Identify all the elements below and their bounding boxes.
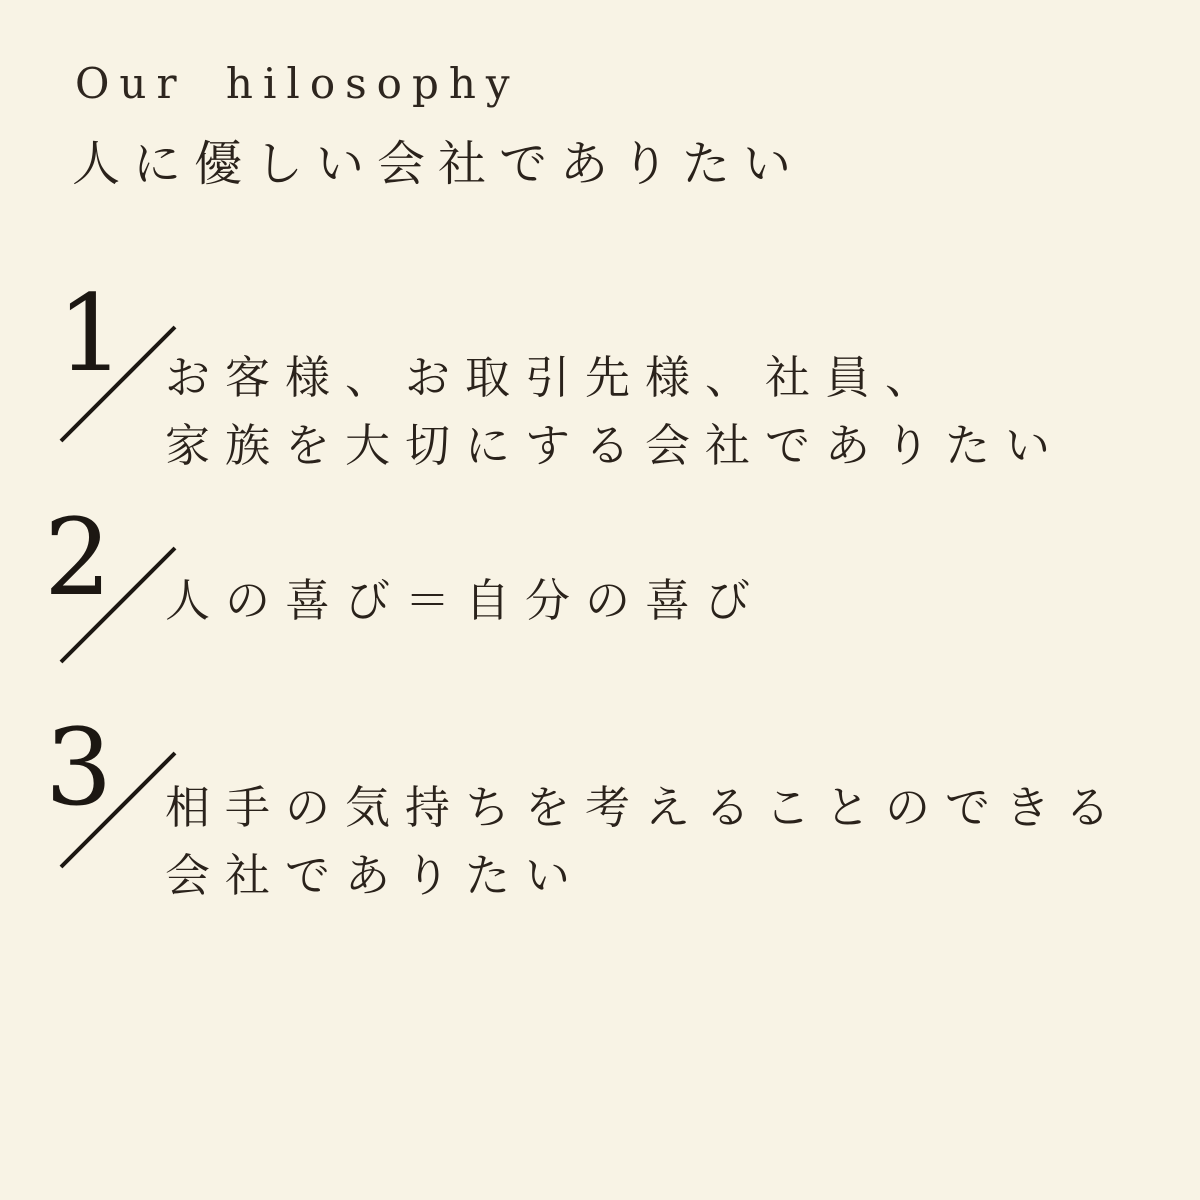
item-number-1: 1 xyxy=(57,272,125,395)
philosophy-item-text xyxy=(165,774,1125,910)
item-number-2: 2 xyxy=(44,496,112,619)
item-1-line-1: お客様、お取引先様、社員、 xyxy=(165,351,946,404)
philosophy-item-text xyxy=(165,567,765,635)
item-3-line-2: 会社でありたい xyxy=(165,849,586,902)
item-2-line-1: 人の喜び＝自分の喜び xyxy=(165,574,766,627)
page-eyebrow-title: Our hilosophy xyxy=(75,59,520,108)
page-title: 人に優しい会社でありたい xyxy=(72,136,805,192)
item-3-line-1: 相手の気持ちを考えることのできる xyxy=(165,781,1126,834)
slash-icon xyxy=(58,545,178,665)
item-number-3: 3 xyxy=(45,706,113,829)
slash-icon xyxy=(58,324,178,444)
item-1-line-2: 家族を大切にする会社でありたい xyxy=(165,419,1066,472)
philosophy-item-text xyxy=(165,344,1065,480)
slash-icon xyxy=(58,750,178,870)
